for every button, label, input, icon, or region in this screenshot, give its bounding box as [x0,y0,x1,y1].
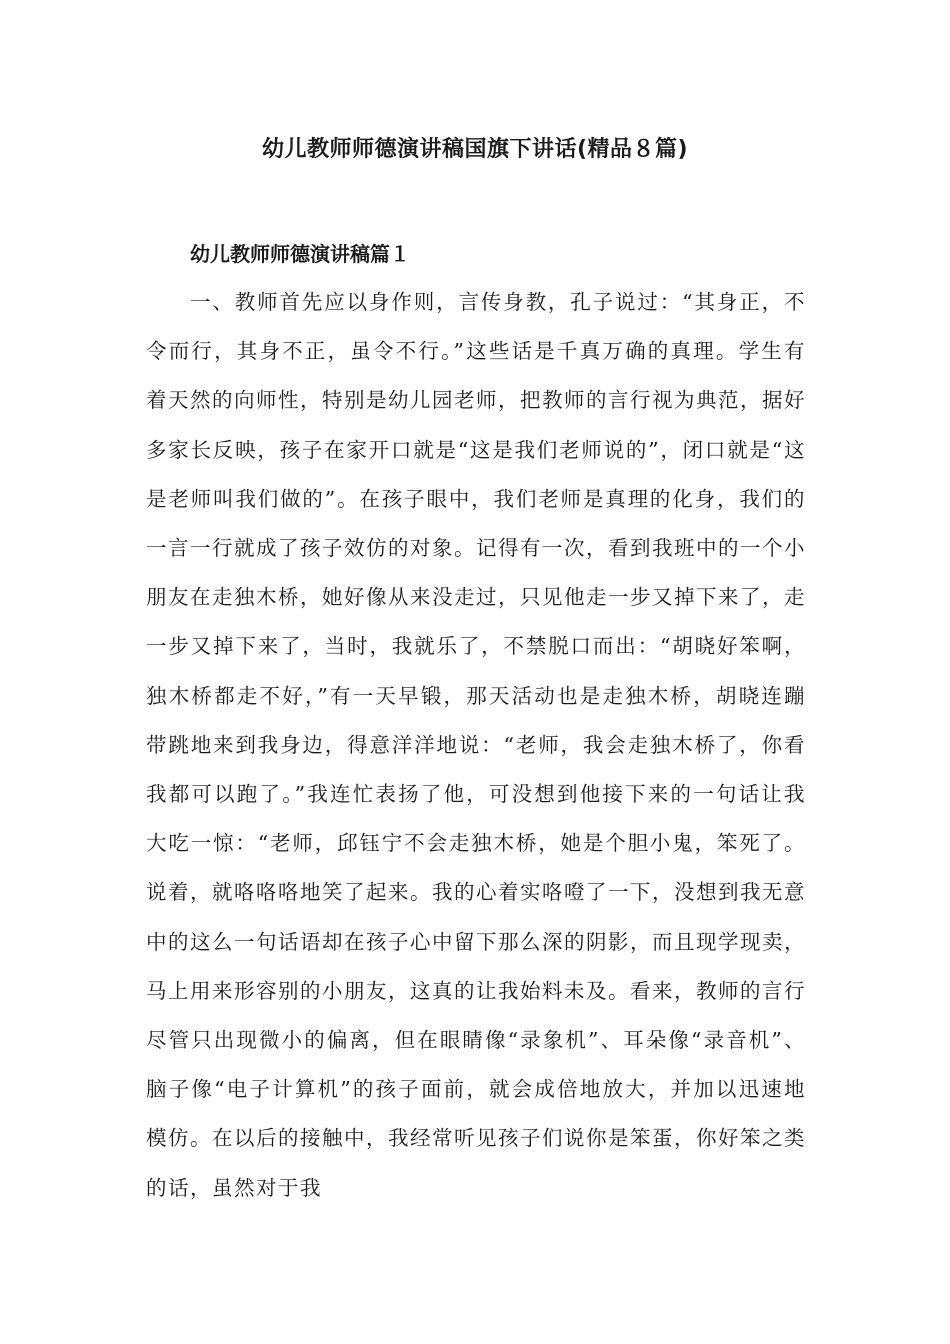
body-paragraph: 一、教师首先应以身作则，言传身教，孔子说过：“其身正，不令而行，其身不正，虽令不行。”这些话是千真万确的真理。学生有着天然的向师性，特别是幼儿园老师，把教师的言行视为典范，据好多家长反映，孩子在家开口就是“这是我们老师说的”，闭口就是“这是老师叫我们做的”。在孩子眼中，我们老师是真理的化身，我们的一言一行就成了孩子效仿的对象。记得有一次，看到我班中的一个小朋友在走独木桥，她好像从来没走过，只见他走一步又掉下来了，走一步又掉下来了，当时，我就乐了，不禁脱口而出：“胡晓好笨啊，独木桥都走不好，”有一天早锻，那天活动也是走独木桥，胡晓连蹦带跳地来到我身边，得意洋洋地说：“老师，我会走独木桥了，你看我都可以跑了。”我连忙表扬了他，可没想到他接下来的一句话让我大吃一惊：“老师，邱钰宁不会走独木桥，她是个胆小鬼，笨死了。说着，就咯咯咯地笑了起来。我的心着实咯噔了一下，没想到我无意中的这么一句话语却在孩子心中留下那么深的阴影，而且现学现卖，马上用来形容别的小朋友，这真的让我始料未及。看来，教师的言行尽管只出现微小的偏离，但在眼睛像“录象机”、耳朵像“录音机”、脑子像“电子计算机”的孩子面前，就会成倍地放大，并加以迅速地模仿。在以后的接触中，我经常听见孩子们说你是笨蛋，你好笨之类的话，虽然对于我 [146,290,806,1200]
document-title: 幼儿教师师德演讲稿国旗下讲话(精品８篇) [261,137,689,162]
section-heading: 幼儿教师师德演讲稿篇１ [190,242,410,266]
